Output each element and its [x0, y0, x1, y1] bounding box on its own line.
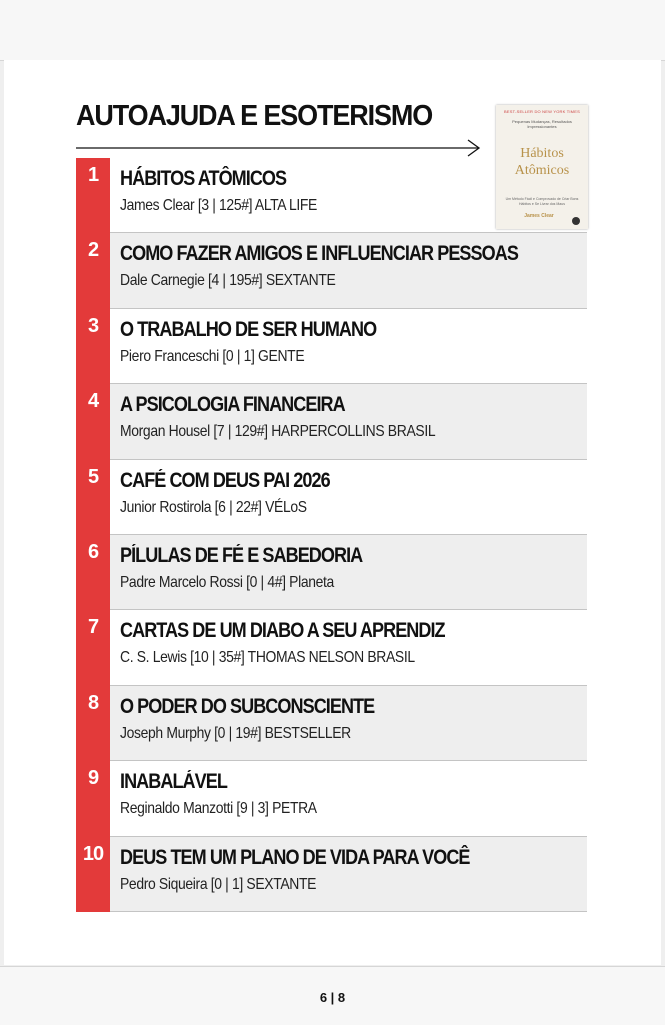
book-title: HÁBITOS ATÔMICOS — [120, 167, 287, 190]
cover-title-line1: Hábitos — [520, 146, 564, 161]
list-item-body — [110, 535, 587, 610]
rank-number: 10 — [76, 837, 110, 912]
book-info: James Clear [3 | 125#] ALTA LIFE — [120, 197, 318, 214]
list-item — [76, 686, 587, 761]
list-item-body — [110, 837, 587, 912]
book-title: DEUS TEM UM PLANO DE VIDA PARA VOCÊ — [120, 845, 470, 869]
cover-subtitle: Pequenas Mudanças, Resultados Impressionantes — [512, 119, 572, 129]
book-title: INABALÁVEL — [120, 770, 227, 794]
section-title: AUTOAJUDA E ESOTERISMO — [76, 100, 433, 132]
list-item — [76, 837, 587, 912]
book-title: A PSICOLOGIA FINANCEIRA — [120, 393, 345, 417]
book-title: PÍLULAS DE FÉ E SABEDORIA — [120, 543, 363, 567]
title-arrow-icon — [76, 138, 482, 158]
book-title: COMO FAZER AMIGOS E INFLUENCIAR PESSOAS — [120, 242, 518, 266]
list-item — [76, 460, 587, 535]
book-info: Joseph Murphy [0 | 19#] BESTSELLER — [120, 724, 351, 742]
rank-number: 7 — [76, 610, 110, 685]
book-info: Dale Carnegie [4 | 195#] SEXTANTE — [120, 272, 336, 290]
list-item-body — [110, 384, 587, 459]
cover-title-line2: Atômicos — [514, 163, 570, 178]
list-item — [76, 535, 587, 610]
list-item — [76, 158, 587, 233]
cover-author: James Clear — [524, 213, 554, 219]
book-info: Reginaldo Manzotti [9 | 3] PETRA — [120, 800, 317, 818]
list-item-body — [110, 686, 587, 761]
book-info: Pedro Siqueira [0 | 1] SEXTANTE — [120, 875, 317, 893]
book-title: CARTAS DE UM DIABO A SEU APRENDIZ — [120, 619, 445, 643]
rank-number: 8 — [76, 686, 110, 761]
top-margin — [0, 0, 665, 61]
list-item-body — [110, 460, 587, 535]
bestseller-list — [76, 158, 587, 912]
rank-number: 3 — [76, 309, 110, 384]
book-info: Junior Rostirola [6 | 22#] VÉLoS — [120, 498, 307, 516]
book-title: O PODER DO SUBCONSCIENTE — [120, 694, 375, 718]
rank-number: 1 — [76, 158, 110, 233]
book-info: C. S. Lewis [10 | 35#] THOMAS NELSON BRASIL — [120, 649, 415, 667]
list-item — [76, 233, 587, 308]
list-item — [76, 610, 587, 685]
list-item-body — [110, 309, 587, 384]
rank-number: 4 — [76, 384, 110, 459]
list-item — [76, 761, 587, 836]
book-info: Padre Marcelo Rossi [0 | 4#] Planeta — [120, 573, 334, 591]
list-item-body — [110, 158, 587, 233]
rank-number: 5 — [76, 460, 110, 535]
list-item — [76, 384, 587, 459]
book-title: CAFÉ COM DEUS PAI 2026 — [120, 468, 330, 492]
page-number: 6 | 8 — [319, 990, 346, 1005]
rank-number: 2 — [76, 233, 110, 308]
list-item-body — [110, 610, 587, 685]
book-info: Piero Franceschi [0 | 1] GENTE — [120, 347, 305, 365]
rank-number: 6 — [76, 535, 110, 610]
list-item — [76, 309, 587, 384]
list-item-body — [110, 233, 587, 308]
cover-description: Um Método Fácil e Comprovado de Criar Bons Hábitos e Se Livrar dos Maus — [505, 197, 579, 206]
cover-top-line: BEST-SELLER DO NEW YORK TIMES — [504, 109, 580, 114]
book-title: O TRABALHO DE SER HUMANO — [120, 317, 377, 341]
book-info: Morgan Housel [7 | 129#] HARPERCOLLINS BRASIL — [120, 423, 436, 441]
list-item-body — [110, 761, 587, 836]
rank-number: 9 — [76, 761, 110, 836]
